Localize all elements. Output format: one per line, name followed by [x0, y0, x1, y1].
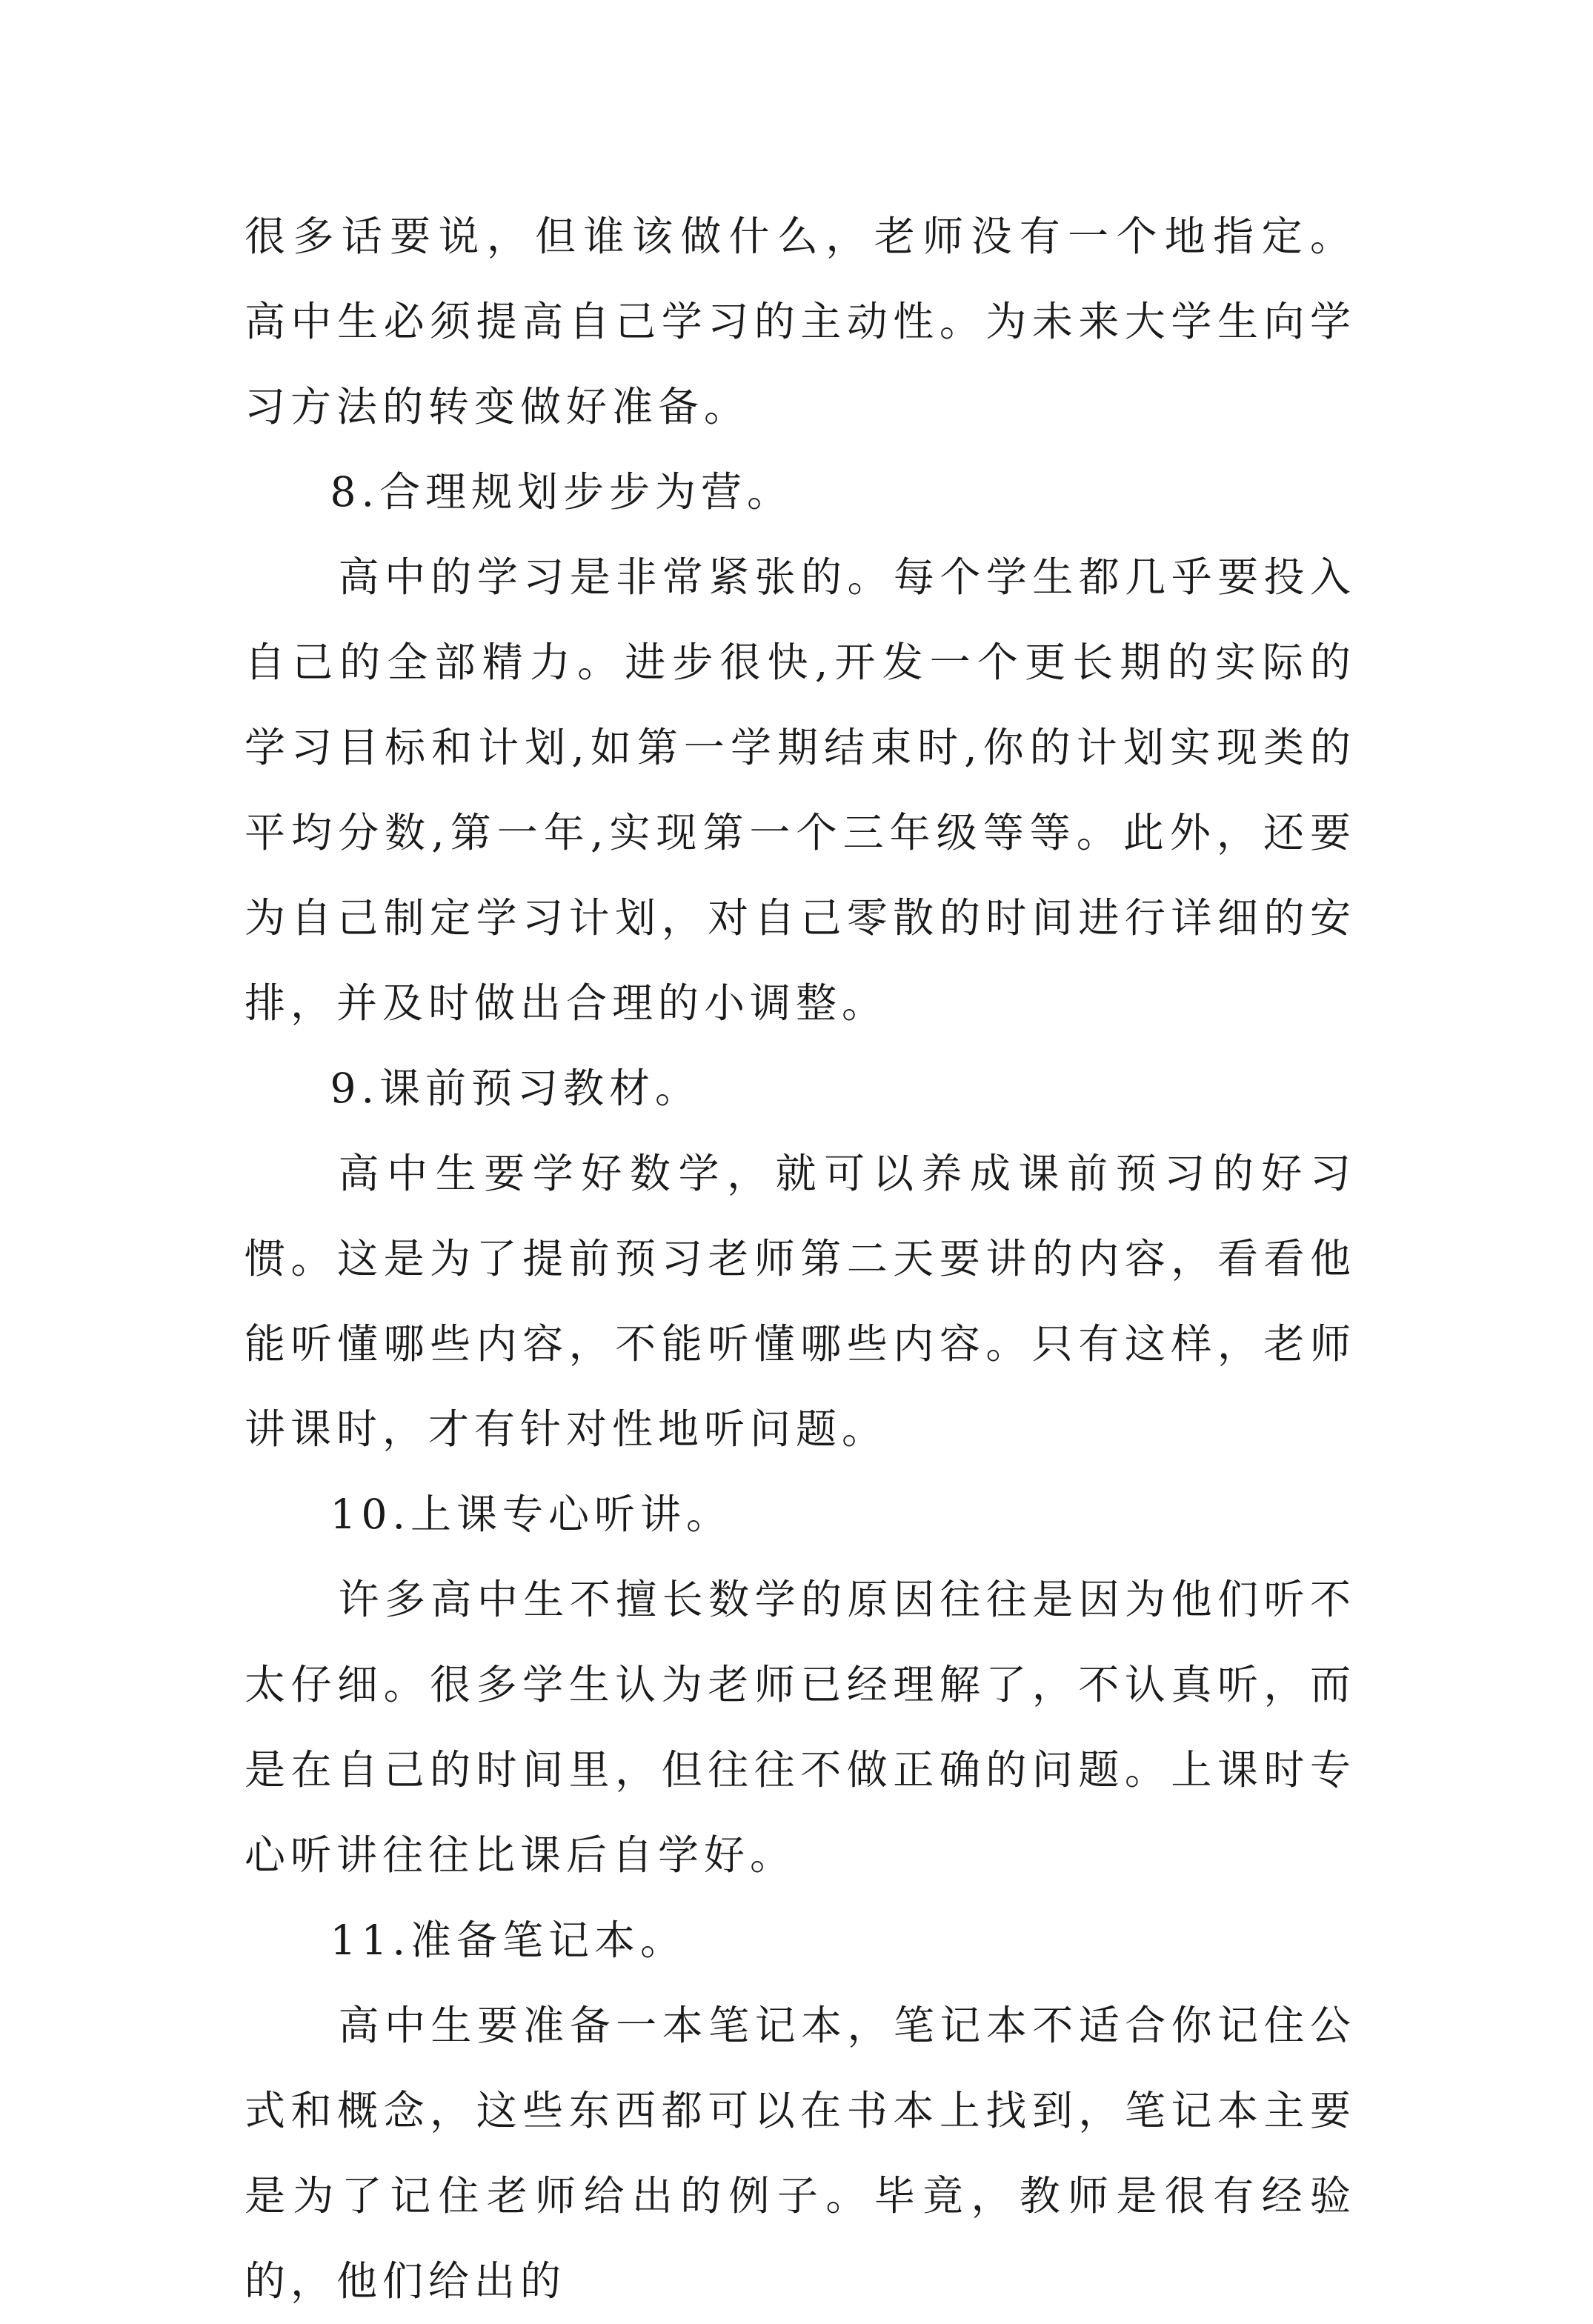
paragraph-planning: 高中的学习是非常紧张的。每个学生都几乎要投入自己的全部精力。进步很快,开发一个更长期的实际的学习目标和计划,如第一学期结束时,你的计划实现类的平均分数,第一年,实现第一个三年级等等。此外，还要为自己制定学习计划，对自己零散的时间进行详细的安排，并及时做出合理的小调整。 [245, 553, 1356, 1027]
paragraph-continuation: 很多话要说，但谁该做什么，老师没有一个地指定。 高中生必须提高自己学习的主动性。为未来大学生向学习方法的转变做好准备。 [245, 213, 1356, 430]
paragraph-listening: 许多高中生不擅长数学的原因往往是因为他们听不太仔细。很多学生认为老师已经理解了，不认真听，而是在自己的时间里，但往往不做正确的问题。上课时专心听讲往往比课后自学好。 [245, 1576, 1356, 1879]
section-heading-11: 11.准备笔记本。 [330, 1917, 686, 1964]
document-body [245, 194, 1356, 2324]
section-heading-9: 9.课前预习教材。 [330, 1065, 701, 1112]
section-heading-10: 10.上课专心听讲。 [330, 1491, 732, 1538]
paragraph-notebook: 高中生要准备一本笔记本，笔记本不适合你记住公式和概念，这些东西都可以在书本上找到，笔记本主要是为了记住老师给出的例子。毕竟，教师是很有经验的，他们给出的 [245, 2002, 1356, 2305]
section-heading-8: 8.合理规划步步为营。 [330, 468, 793, 516]
paragraph-preview: 高中生要学好数学，就可以养成课前预习的好习惯。这是为了提前预习老师第二天要讲的内容，看看他能听懂哪些内容，不能听懂哪些内容。只有这样，老师讲课时，才有针对性地听问题。 [245, 1150, 1356, 1453]
